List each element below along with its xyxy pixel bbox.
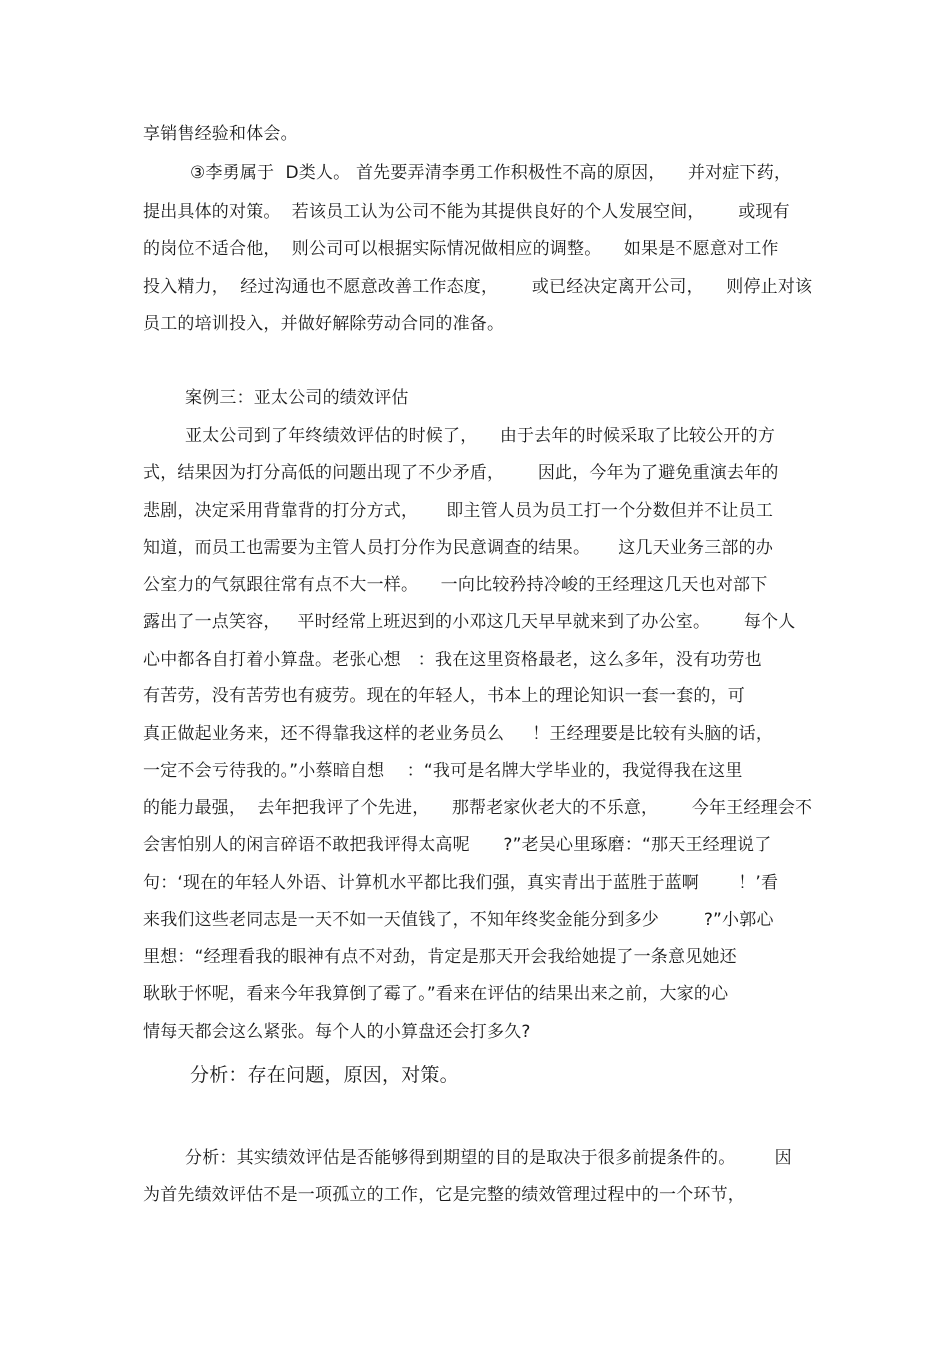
text-line: 情每天都会这么紧张。每个人的小算盘还会打多久?	[143, 1022, 531, 1042]
text-line: 来我们这些老同志是一天不如一天值钱了，不知年终奖金能分到多少 ?”小郭心	[143, 910, 774, 930]
text-line: 知道，而员工也需要为主管人员打分作为民意调查的结果。 这几天业务三部的办	[143, 538, 774, 558]
analysis-prompt: 分析：存在问题，原因，对策。	[190, 1064, 459, 1086]
section-heading: 案例三：亚太公司的绩效评估	[185, 388, 409, 408]
text-line: 一定不会亏待我的。”小蔡暗自想 ：“我可是名牌大学毕业的，我觉得我在这里	[143, 761, 743, 781]
text-line: 亚太公司到了年终绩效评估的时候了， 由于去年的时候采取了比较公开的方	[185, 426, 776, 446]
text-line: 悲剧，决定采用背靠背的打分方式， 即主管人员为员工打一个分数但并不让员工	[143, 501, 774, 521]
text-line: ③李勇属于 D类人。 首先要弄清李勇工作积极性不高的原因， 并对症下药，	[190, 163, 792, 183]
text-line: 句：‘现在的年轻人外语、计算机水平都比我们强，真实青出于蓝胜于蓝啊 ！’看	[143, 873, 779, 893]
text-line: 的岗位不适合他， 则公司可以根据实际情况做相应的调整。 如果是不愿意对工作	[143, 239, 779, 259]
text-line: 员工的培训投入，并做好解除劳动合同的准备。	[143, 314, 505, 334]
text-line: 露出了一点笑容， 平时经常上班迟到的小邓这几天早早就来到了办公室。 每个人	[143, 612, 796, 632]
text-line: 会害怕别人的闲言碎语不敢把我评得太高呢 ?”老吴心里琢磨：“那天王经理说了	[143, 835, 772, 855]
text-line: 的能力最强， 去年把我评了个先进， 那帮老家伙老大的不乐意， 今年王经理会不	[143, 798, 813, 818]
text-line: 式，结果因为打分高低的问题出现了不少矛盾， 因此，今年为了避免重演去年的	[143, 463, 779, 483]
text-line: 分析：其实绩效评估是否能够得到期望的目的是取决于很多前提条件的。 因	[185, 1148, 792, 1168]
text-line: 耿耿于怀呢，看来今年我算倒了霉了。”看来在评估的结果出来之前，大家的心	[143, 984, 729, 1004]
text-line: 享销售经验和体会。	[143, 124, 298, 144]
text-line: 里想：“经理看我的眼神有点不对劲，肯定是那天开会我给她提了一条意见她还	[143, 947, 737, 967]
text-line: 为首先绩效评估不是一项孤立的工作，它是完整的绩效管理过程中的一个环节，	[143, 1185, 745, 1205]
text-line: 心中都各自打着小算盘。老张心想 ：我在这里资格最老，这么多年，没有功劳也	[143, 650, 762, 670]
text-line: 有苦劳，没有苦劳也有疲劳。现在的年轻人，书本上的理论知识一套一套的，可	[143, 686, 745, 706]
text-line: 投入精力， 经过沟通也不愿意改善工作态度， 或已经决定离开公司， 则停止对该	[143, 277, 813, 297]
text-line: 真正做起业务来，还不得靠我这样的老业务员么 ！王经理要是比较有头脑的话，	[143, 724, 774, 744]
text-line: 公室力的气氛跟往常有点不大一样。 一向比较矜持冷峻的王经理这几天也对部下	[143, 575, 768, 595]
text-line: 提出具体的对策。 若该员工认为公司不能为其提供良好的个人发展空间， 或现有	[143, 202, 790, 222]
